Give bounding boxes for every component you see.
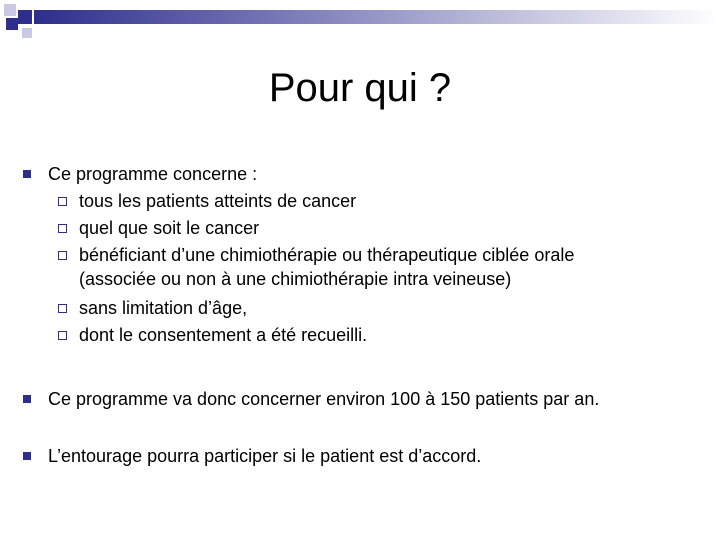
hollow-square-bullet-icon [58, 224, 67, 233]
bullet-text: Ce programme concerne : [48, 164, 258, 184]
sub-bullet-text: dont le consentement a été recueilli. [79, 325, 368, 345]
decor-square [6, 18, 18, 30]
sub-bullet-text: bénéficiant d’une chimiothérapie ou thérapeutique ciblée orale [79, 245, 575, 265]
slide-title: Pour qui ? [268, 66, 452, 110]
square-bullet-icon [23, 395, 31, 403]
square-bullet-icon [23, 170, 31, 178]
sub-bullet-text: tous les patients atteints de cancer [79, 191, 357, 211]
bullet-text: Ce programme va donc concerner environ 100 à 150 patients par an. [48, 389, 600, 409]
sub-bullet-text: sans limitation d’âge, [79, 298, 248, 318]
square-bullet-icon [23, 452, 31, 460]
bullet-text: L’entourage pourra participer si le patient est d’accord. [48, 446, 482, 466]
hollow-square-bullet-icon [58, 304, 67, 313]
decor-square [4, 4, 16, 16]
hollow-square-bullet-icon [58, 331, 67, 340]
header-gradient-bar [34, 10, 720, 24]
hollow-square-bullet-icon [58, 251, 67, 260]
sub-bullet-continuation: (associée ou non à une chimiothérapie intra veineuse) [79, 269, 512, 289]
decor-square [22, 28, 32, 38]
hollow-square-bullet-icon [58, 197, 67, 206]
decor-square [18, 10, 32, 24]
sub-bullet-text: quel que soit le cancer [79, 218, 260, 238]
